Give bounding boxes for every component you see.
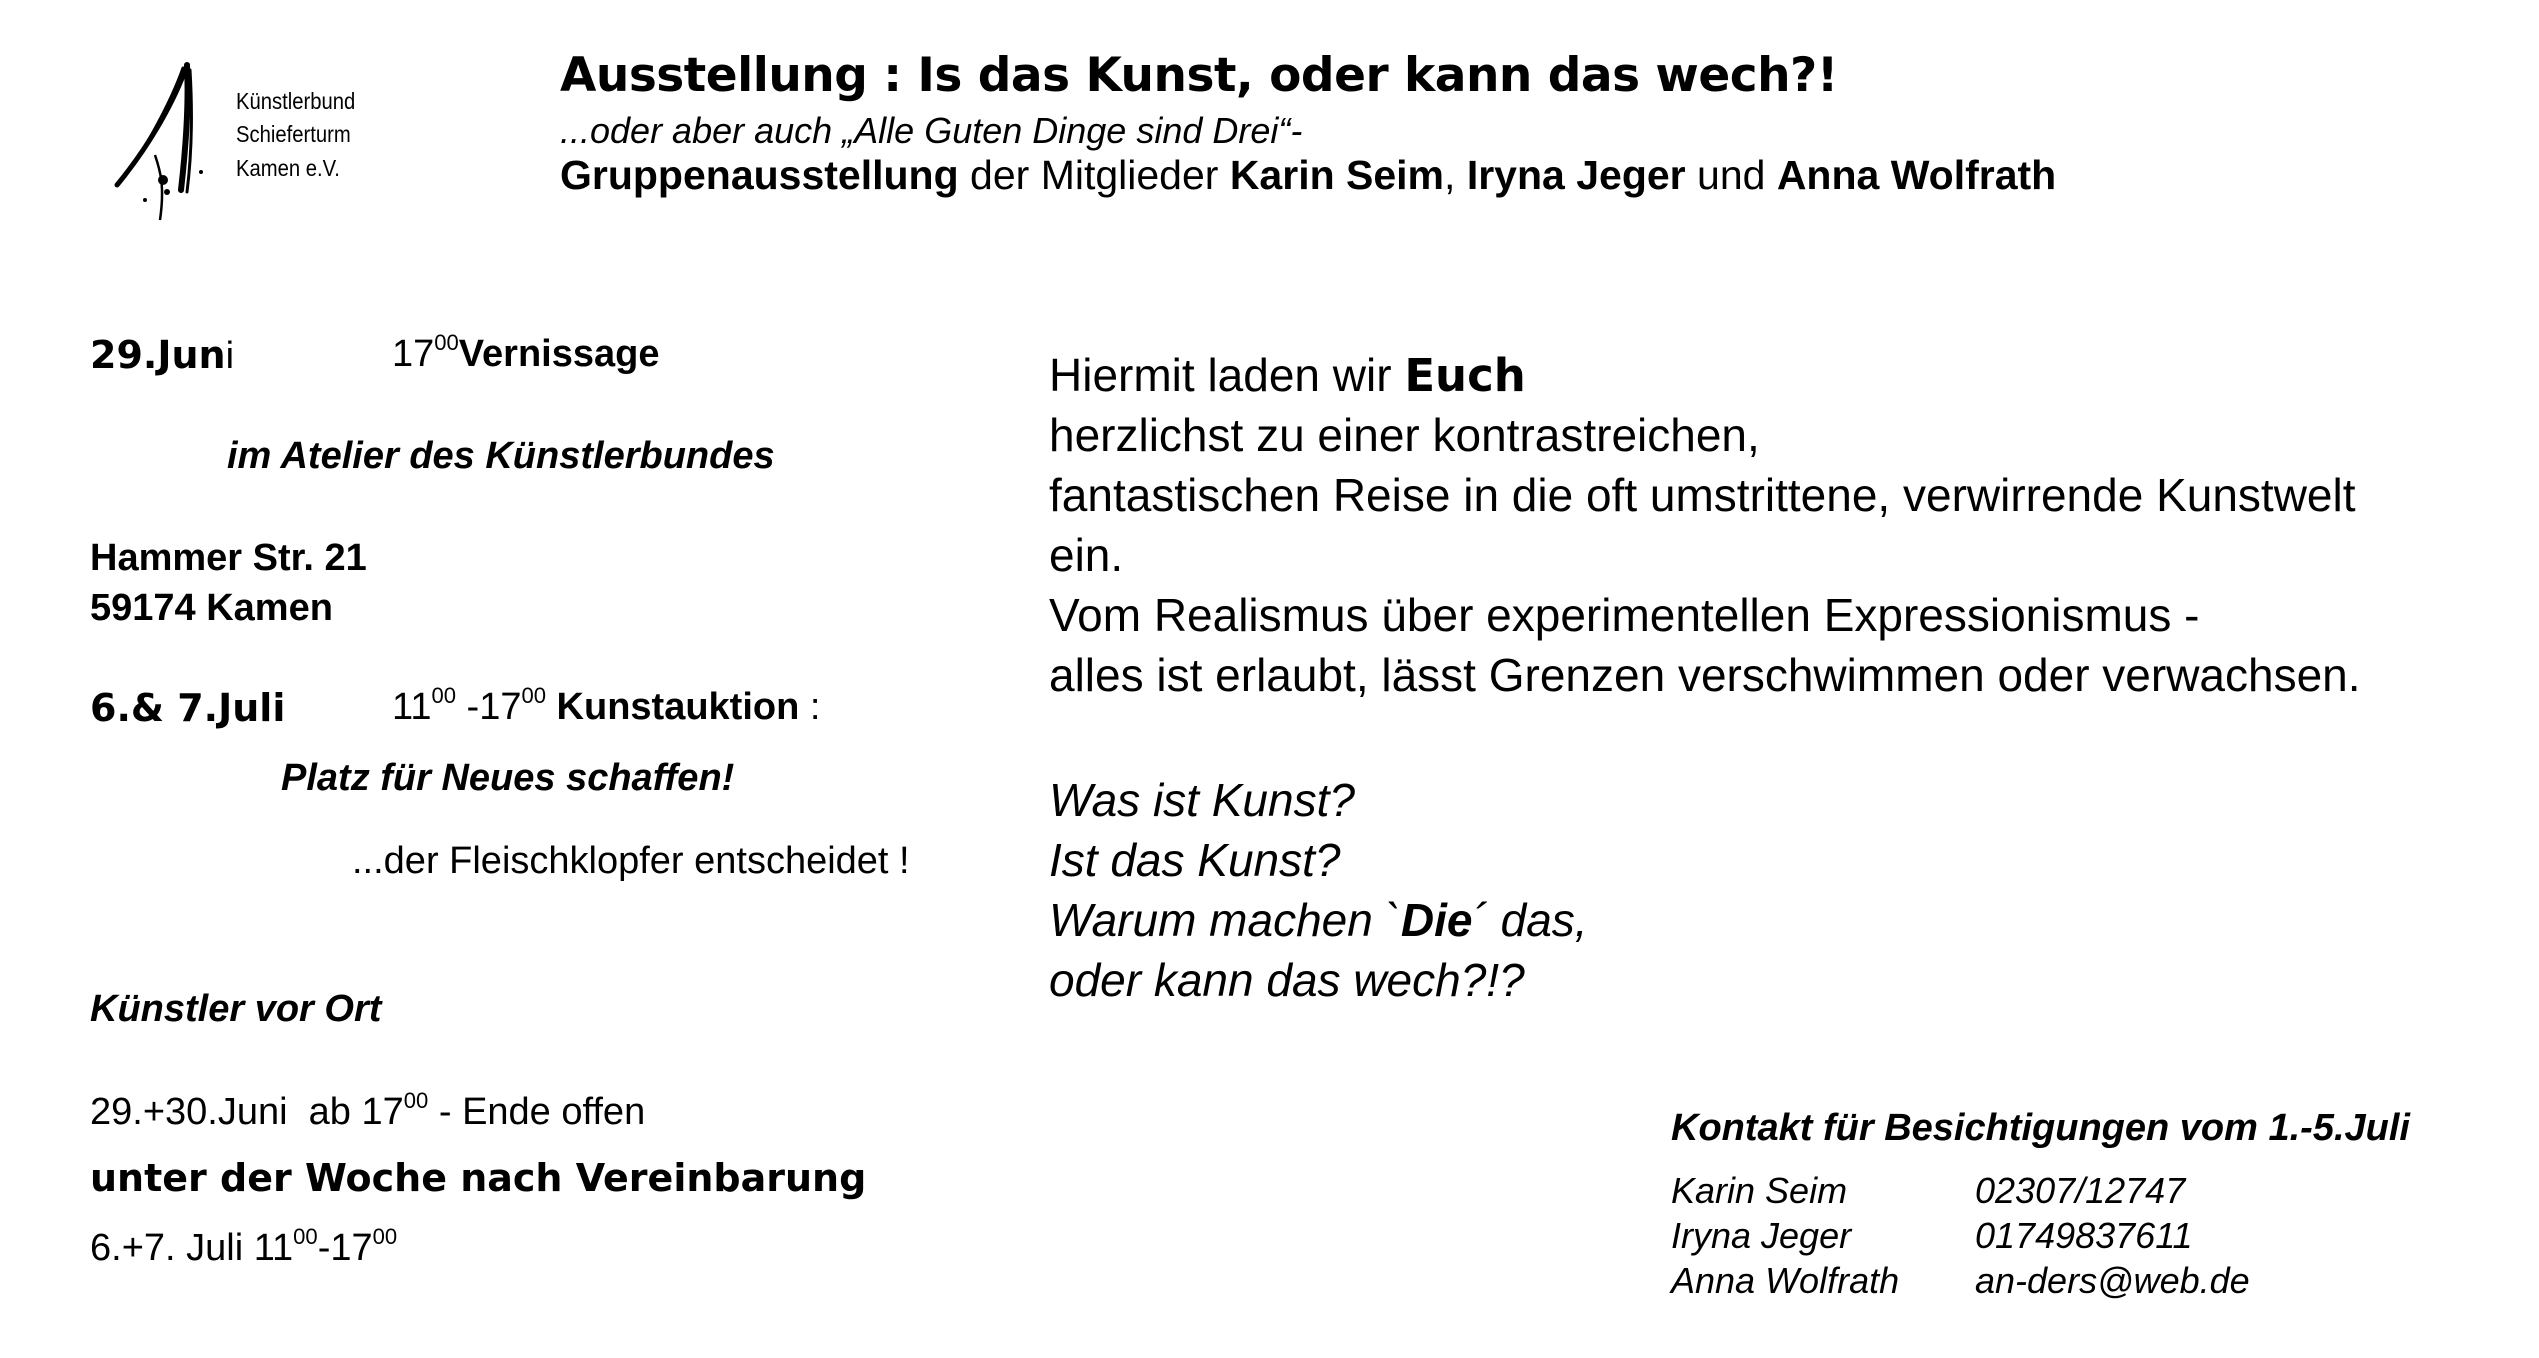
event2-time-end-hour: 17 (479, 686, 522, 728)
question-4: oder kann das wech?!? (1049, 954, 1525, 1006)
event1-date-bold: 29.Jun (90, 333, 226, 377)
kuenstlerbund-logo (105, 60, 205, 230)
question-1: Was ist Kunst? (1049, 774, 1355, 826)
event2-date: 6.& 7.Juli (90, 686, 286, 730)
invitation-line3: fantastischen Reise in die oft umstrittene, verwirrende Kunstwelt (1049, 469, 2356, 521)
event1-label: Vernissage (458, 333, 660, 375)
invitation-line4: ein. (1049, 529, 1124, 581)
invitation-line5: Vom Realismus über experimentellen Expressionismus - (1049, 589, 2200, 641)
invitation-line2: herzlichst zu einer kontrastreichen, (1049, 409, 1760, 461)
event1-location: im Atelier des Künstlerbundes (227, 435, 775, 477)
line3-hour2: 17 (330, 1227, 373, 1269)
group-exhibition-line (560, 152, 2056, 199)
separator: , (1444, 152, 1467, 198)
contact-email: an-ders@web.de (1975, 1260, 2250, 1301)
logo-text-line2: Schieferturm (236, 121, 351, 147)
event1-time-hour: 17 (392, 333, 435, 375)
event2-time-label (392, 683, 821, 729)
event2-note: ...der Fleischklopfer entscheidet ! (352, 840, 910, 882)
member-name: Anna Wolfrath (1776, 152, 2057, 198)
event1-time-min: 00 (434, 330, 459, 356)
contact-heading: Kontakt für Besichtigungen vom 1.-5.Juli (1671, 1107, 2410, 1149)
group-exhibition-word: Gruppenausstellung (560, 152, 959, 198)
event2-time-end-min: 00 (521, 683, 546, 709)
contact-name: Karin Seim (1671, 1170, 1848, 1211)
contact-phone: 01749837611 (1975, 1215, 2193, 1256)
event1-street: Hammer Str. 21 (90, 537, 367, 579)
contact-name: Anna Wolfrath (1671, 1260, 1900, 1301)
artists-present-line1 (90, 1088, 646, 1134)
artists-present-heading: Künstler vor Ort (90, 988, 382, 1030)
question-3 (1049, 893, 1588, 947)
line3-pre: 6.+7. Juli (90, 1227, 254, 1269)
line3-hour1: 11 (253, 1227, 294, 1269)
contact-name: Iryna Jeger (1671, 1215, 1852, 1256)
exhibition-subtitle: ...oder aber auch „Alle Guten Dinge sind Drei“- (560, 110, 1303, 151)
artists-present-line2: unter der Woche nach Vereinbarung (90, 1156, 867, 1200)
question-3-bold: Die (1400, 894, 1473, 946)
event2-time-start-hour: 11 (392, 686, 432, 728)
line3-dash: - (317, 1227, 331, 1269)
exhibition-title: Ausstellung : Is das Kunst, oder kann das wech?! (560, 48, 1838, 103)
contact-phone: 02307/12747 (1975, 1170, 2186, 1211)
member-name: Karin Seim (1229, 152, 1445, 198)
members-intro: der Mitglieder (958, 152, 1230, 198)
separator: und (1685, 152, 1777, 198)
line1-min: 00 (403, 1088, 429, 1114)
artists-present-line3 (90, 1224, 398, 1270)
question-2: Ist das Kunst? (1049, 834, 1341, 886)
event2-slogan: Platz für Neues schaffen! (281, 757, 735, 799)
event2-colon: : (799, 686, 821, 728)
logo-text-line3: Kamen e.V. (236, 155, 340, 181)
event1-time-label (392, 330, 660, 376)
line1-post: - Ende offen (428, 1091, 646, 1133)
event1-date (90, 333, 234, 378)
line3-min2: 00 (372, 1224, 398, 1250)
invitation-line1 (1049, 348, 1526, 402)
invitation-line6: alles ist erlaubt, lässt Grenzen verschwimmen oder verwachsen. (1049, 649, 2361, 701)
event2-time-start-min: 00 (431, 683, 456, 709)
invitation-l1-pre: Hiermit laden wir (1049, 349, 1405, 401)
question-3-pre: Warum machen ` (1049, 894, 1401, 946)
event2-label: Kunstauktion (556, 686, 800, 728)
event1-date-rest: i (225, 335, 235, 377)
event1-city: 59174 Kamen (90, 587, 333, 629)
line1-pre: 29.+30.Juni ab (90, 1091, 362, 1133)
member-name: Iryna Jeger (1466, 152, 1686, 198)
logo-text-line1: Künstlerbund (236, 88, 356, 114)
line3-min1: 00 (293, 1224, 318, 1250)
question-3-post: ´ das, (1472, 894, 1588, 946)
event2-dash: - (455, 686, 480, 728)
invitation-l1-bold: Euch (1404, 349, 1526, 402)
line1-hour: 17 (361, 1091, 404, 1133)
